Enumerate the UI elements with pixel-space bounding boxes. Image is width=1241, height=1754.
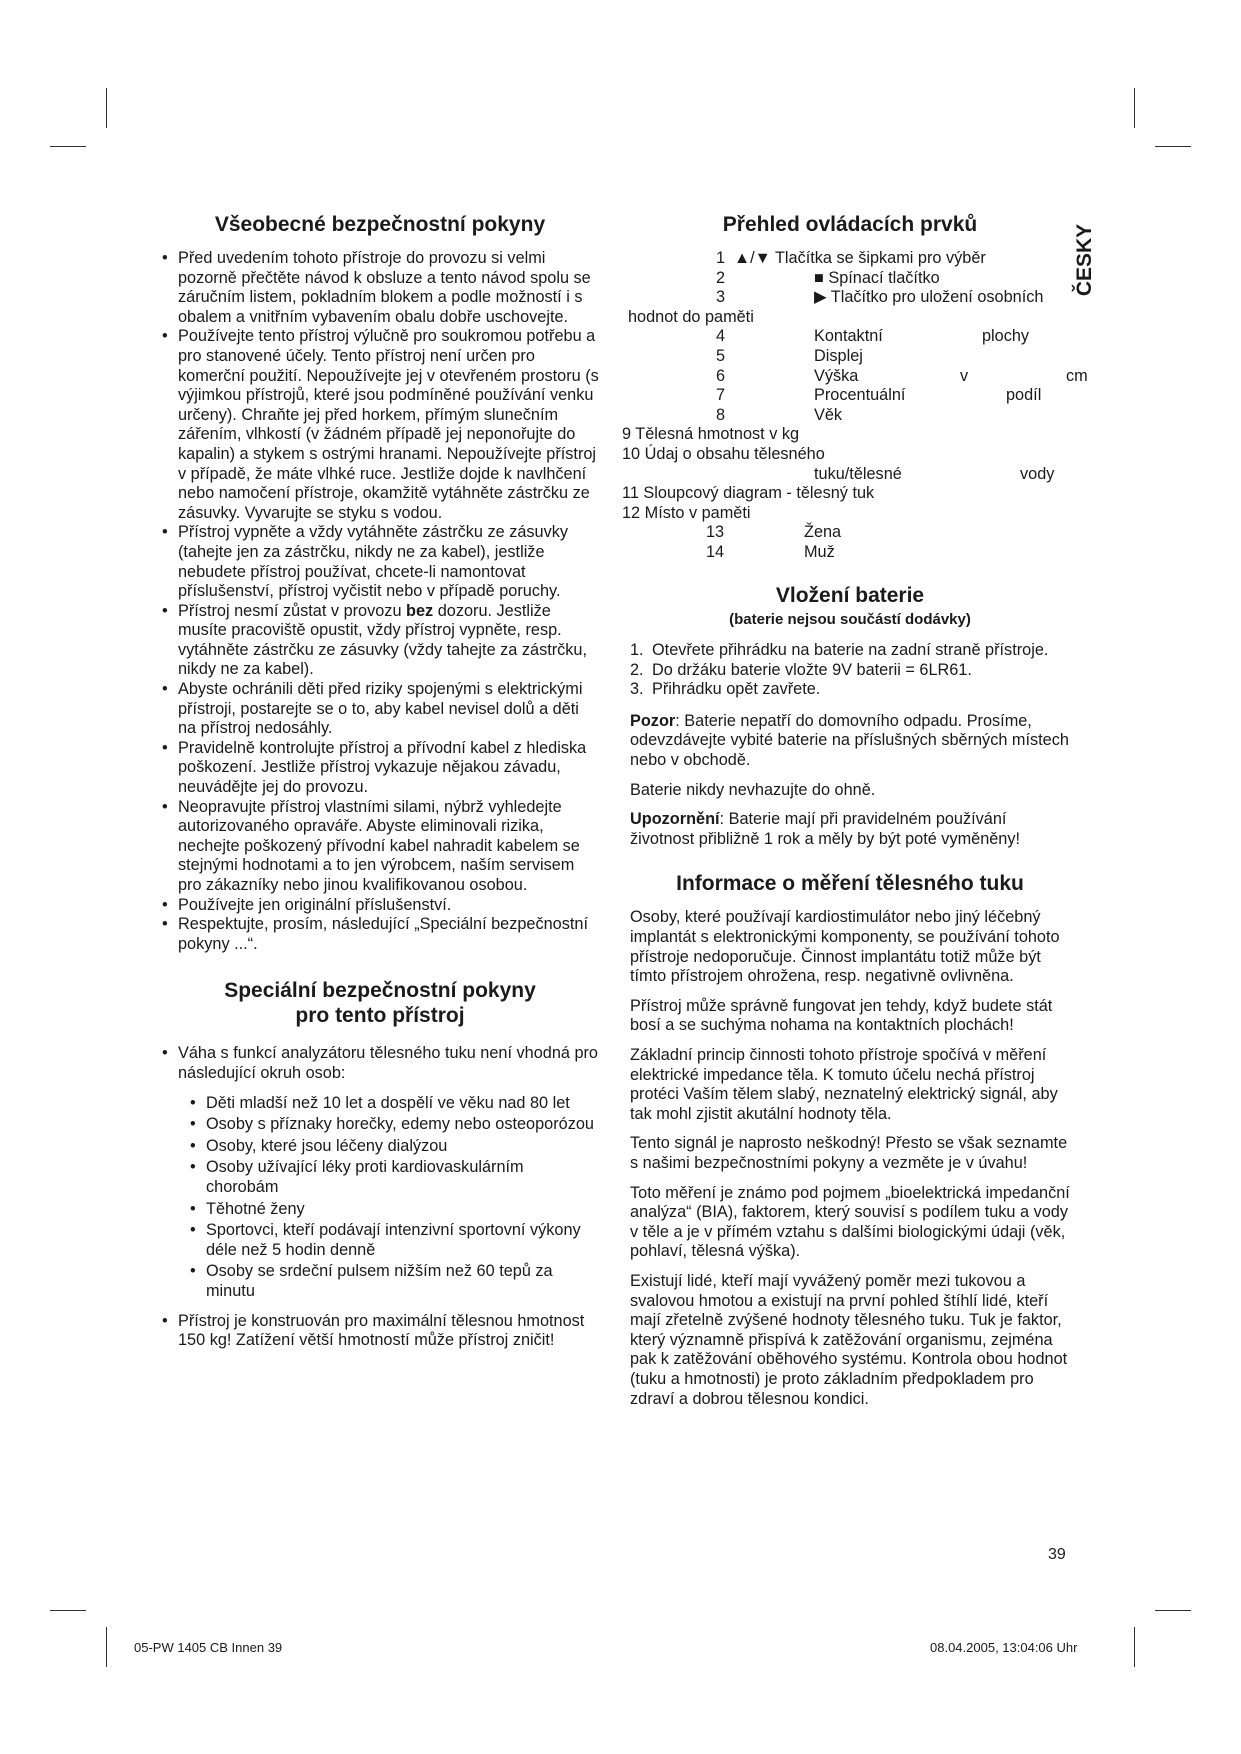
paragraph: Toto měření je známo pod pojmem „bioelektrická impedanční analýza“ (BIA), faktorem, který souvisí s podílem tuku a vody v těle a je v přímém vztahu s dalšími biologickými údaji (věk, pohlaví, tělesná výška). xyxy=(630,1183,1070,1261)
list-item: tuku/tělesné vody xyxy=(814,464,1055,483)
list-item: • Osoby, které jsou léčeny dialýzou xyxy=(188,1137,600,1157)
list-item: 1. Otevřete přihrádku na baterie na zadní straně přístroje. xyxy=(630,641,1049,660)
list-item: 12 Místo v paměti xyxy=(622,503,751,522)
list-item: 10 Údaj o obsahu tělesného xyxy=(622,444,825,463)
list-item: 9 Tělesná hmotnost v kg xyxy=(622,425,800,444)
battery-subheading: (baterie nejsou součástí dodávky) xyxy=(729,610,971,628)
list-item: 14 Muž xyxy=(706,542,835,561)
list-item: 2 ■ Spínací tlačítko xyxy=(716,268,940,287)
list-item: • Přístroj je konstruován pro maximální tělesnou hmotnost 150 kg! Zatížení větší hmotností může přístroj zničit! xyxy=(160,1312,600,1351)
battery-heading: Vložení baterie xyxy=(775,583,925,607)
list-item: 7 Procentuální podíl xyxy=(716,386,1042,405)
battery-lifetime-note: Upozornění: Baterie mají při pravidelném používání životnost přibližně 1 rok a měly by být poté vyměněny! xyxy=(630,810,1021,848)
list-item: 2. Do držáku baterie vložte 9V baterii = 6LR61. xyxy=(630,660,972,679)
paragraph: Přístroj může správně fungovat jen tehdy, když budete stát bosí a se suchýma nohama na kontaktních plochách! xyxy=(630,996,1053,1035)
excluded-persons-list xyxy=(160,1094,600,1302)
list-item: • Sportovci, kteří podávají intenzivní sportovní výkony déle než 5 hodin denně xyxy=(188,1221,600,1260)
battery-fire-note: Baterie nikdy nevhazujte do ohně. xyxy=(630,780,876,799)
list-item: 3 ▶ Tlačítko pro uložení osobních xyxy=(716,288,1044,307)
list-item: • Před uvedením tohoto přístroje do provozu si velmi pozorně přečtěte návod k obsluze a tento návod spolu se záručním listem, pokladním blokem a podle možností i s obalem a vnitřním vybavením obalu dobře uschovejte. xyxy=(160,249,600,327)
list-item: 1 ▲/▼ Tlačítka se šipkami pro výběr xyxy=(716,249,986,267)
left-column xyxy=(160,212,600,1351)
paragraph: Základní princip činnosti tohoto přístroje spočívá v měření elektrické impedance těla. K tomuto účelu nechá přístroj protéci Vaším tělem slabý, neznatelný elektrický signál, aby tak mohl zjistit akutální hodnoty těla. xyxy=(630,1046,1058,1123)
list-item: • Váha s funkcí analyzátoru tělesného tuku není vhodná pro následující okruh osob: • Děti mladší než 10 let a dospělí ve věku nad 80 let • Osoby s příznaky horečky, edemy nebo osteoporózou • Osoby, které jsou léčeny dialýzou • Osoby užívající léky proti kardiovaskulárním chorobám • Těhotné ženy • Sportovci, kteří podávají intenzivní sportovní výkony déle než 5 hodin denně • Osoby se srdeční pulsem nižším než 60 tepů za minutu xyxy=(160,1044,600,1301)
right-column xyxy=(622,212,1100,1419)
list-item: 4 Kontaktní plochy xyxy=(716,327,1030,346)
list-item: • Abyste ochránili děti před riziky spojenými s elektrickými přístroji, postarejte se o to, aby kabel nevisel dolů a děti na přístroj nedosáhly. xyxy=(160,680,600,739)
battery-warning: Pozor: Baterie nepatří do domovního odpadu. Prosíme, odevzdávejte vybité baterie na příslušných sběrných místech nebo v obchodě. xyxy=(630,711,1069,770)
battery-steps xyxy=(630,641,1070,700)
crop-mark xyxy=(1155,146,1191,147)
list-item: • Pravidelně kontrolujte přístroj a přívodní kabel z hlediska poškození. Jestliže přístroj vykazuje nějakou závadu, neuvádějte jej do provozu. xyxy=(160,739,600,798)
crop-mark xyxy=(1134,1627,1135,1667)
paragraph: Tento signál je naprosto neškodný! Přesto se však seznamte s našimi bezpečnostními pokyny a vezměte je v úvahu! xyxy=(630,1134,1068,1172)
paragraph: Existují lidé, kteří mají vyvážený poměr mezi tukovou a svalovou hmotou a existují na první pohled štíhlí lidé, kteří mají zřetelně zvýšené hodnoty tělesného tuku. Tuk je faktor, který významně přispívá k zatěžování organismu, zejména pak k zatěžování oběhového systému. Kontrola obou hodnot (tuku a hmotnosti) je proto základním předpokladem pro zdraví a dobrou tělesnou kondici. xyxy=(630,1271,1068,1408)
footer-left: 05-PW 1405 CB Innen 39 xyxy=(134,1640,283,1655)
list-item: 13 Žena xyxy=(706,523,842,542)
list-item: • Používejte jen originální příslušenství. xyxy=(160,896,600,916)
page-number: 39 xyxy=(1048,1546,1066,1563)
crop-mark xyxy=(1155,1610,1191,1611)
crop-mark xyxy=(106,1627,107,1667)
list-item: • Používejte tento přístroj výlučně pro soukromou potřebu a pro stanovené účely. Tento přístroj není určen pro komerční použití. Nepoužívejte jej v otevřeném prostoru (s výjimkou přístrojů, které jsou podmíněné používání venku určeny). Chraňte jej před horkem, přímým slunečním zářením, vlhkostí (v žádném případě jej neponořujte do kapalin) a stykem s ostrými hranami. Nepoužívejte přístroj v případě, že máte vlhké ruce. Jestliže dojde k navlhčení nebo namočení přístroje, okamžitě vytáhněte zástrčku ze zásuvky. Vyvarujte se styku s vodou. xyxy=(160,327,600,523)
list-item: 6 Výška v cm xyxy=(716,366,1088,385)
list-item: 3. Přihrádku opět zavřete. xyxy=(630,680,821,699)
crop-mark xyxy=(106,88,107,128)
list-item: • Přístroj nesmí zůstat v provozu bez dozoru. Jestliže musíte pracoviště opustit, vždy přístroj vypněte, resp. vytáhněte zástrčku ze zásuvky (vždy tahejte za zástrčku, nikdy ne za kabel). xyxy=(160,602,600,680)
emphasis: bez xyxy=(406,601,434,620)
general-safety-heading: Všeobecné bezpečnostní pokyny xyxy=(214,213,546,236)
list-item: 5 Displej xyxy=(716,346,863,365)
list-item: hodnot do paměti xyxy=(628,307,754,326)
list-item: • Těhotné ženy xyxy=(188,1200,600,1220)
list-item: • Osoby s příznaky horečky, edemy nebo osteoporózou xyxy=(188,1115,600,1135)
list-item: • Osoby užívající léky proti kardiovaskulárním chorobám xyxy=(188,1158,600,1197)
list-item: • Respektujte, prosím, následující „Speciální bezpečnostní pokyny ...“. xyxy=(160,915,600,954)
controls-heading: Přehled ovládacích prvků xyxy=(722,213,978,236)
list-item: • Děti mladší než 10 let a dospělí ve věku nad 80 let xyxy=(188,1094,600,1114)
language-tab: ČESKY xyxy=(1073,223,1096,297)
special-safety-heading: Speciální bezpečnostní pokyny pro tento přístroj xyxy=(224,979,536,1028)
body-fat-info-heading: Informace o měření tělesného tuku xyxy=(676,872,1024,896)
controls-list xyxy=(622,249,1100,563)
list-item: • Neopravujte přístroj vlastními silami, nýbrž vyhledejte autorizovaného opraváře. Abyste eliminovali rizika, nechejte poškozený přívodní kabel nahradit kabelem se stejnými hodnotami a to jen výrobcem, naším servisem pro zákazníky nebo jinou kvalifikovanou osobou. xyxy=(160,798,600,896)
crop-mark xyxy=(50,1610,86,1611)
crop-mark xyxy=(50,146,86,147)
special-safety-list xyxy=(160,1044,600,1350)
list-item: • Osoby se srdeční pulsem nižším než 60 tepů za minutu xyxy=(188,1262,600,1301)
list-item: 11 Sloupcový diagram - tělesný tuk xyxy=(622,484,875,503)
general-safety-list xyxy=(160,249,600,954)
list-item: • Přístroj vypněte a vždy vytáhněte zástrčku ze zásuvky (tahejte jen za zástrčku, nikdy ne za kabel), jestliže nebudete přístroj používat, chcete-li namontovat příslušenství, přístroj vyčistit nebo v případě poruchy. xyxy=(160,523,600,601)
footer-right: 08.04.2005, 13:04:06 Uhr xyxy=(930,1640,1078,1655)
list-item: 8 Věk xyxy=(716,405,843,424)
paragraph: Osoby, které používají kardiostimulátor nebo jiný léčebný implantát s elektronickými komponenty, se používání tohoto přístroje nedoporučuje. Činnost implantátu totiž může být tímto přístrojem ohrožena, resp. negativně ovlivněna. xyxy=(630,908,1060,986)
crop-mark xyxy=(1134,88,1135,128)
